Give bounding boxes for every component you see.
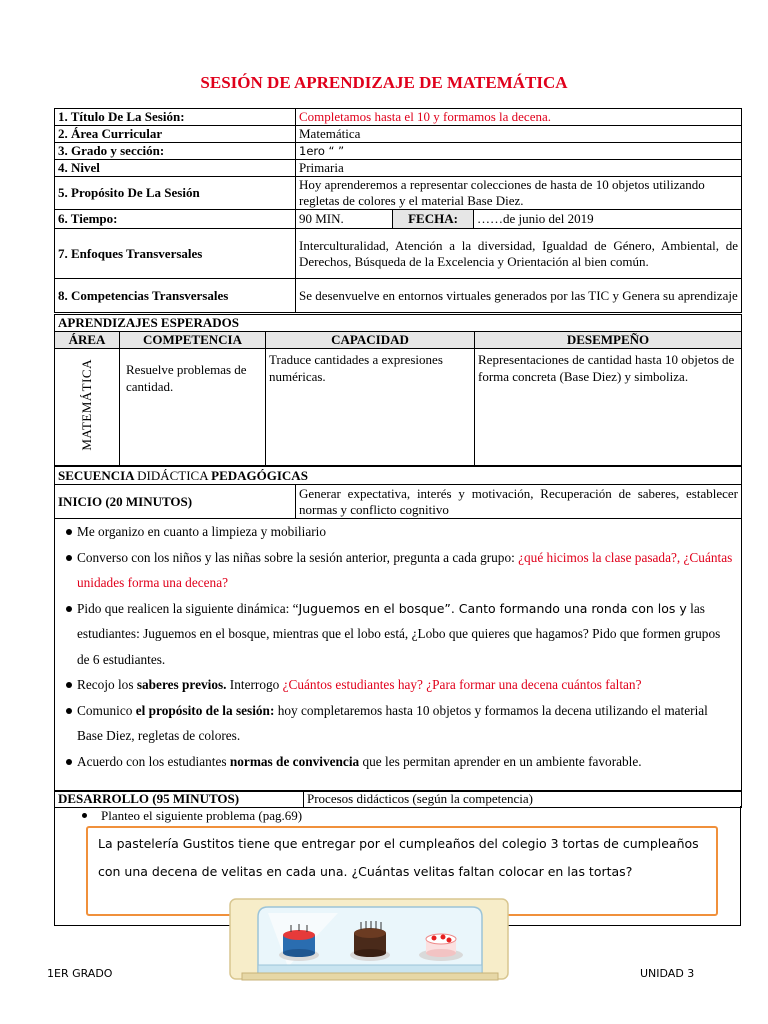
title-value: Completamos hasta el 10 y formamos la decena. [296,109,742,126]
area-label: 2. Área Curricular [55,126,296,143]
time-value: 90 MIN. [296,210,393,229]
col-competencia: COMPETENCIA [120,332,266,349]
list-item: Recojo los saberes previos. Interrogo ¿Cuántos estudiantes hay? ¿Para formar una decena cuántos faltan? [55,672,735,698]
competencies-label: 8. Competencias Transversales [55,279,296,313]
col-capacidad: CAPACIDAD [266,332,475,349]
approaches-label: 7. Enfoques Transversales [55,229,296,279]
desempeno-cell: Representaciones de cantidad hasta 10 objetos de forma concreta (Base Diez) y simboliza. [475,349,742,466]
area-vertical-label: MATEMÁTICA [79,359,94,451]
date-value: ……de junio del 2019 [474,210,742,229]
session-info-table [54,108,742,313]
col-desempeno: DESEMPEÑO [475,332,742,349]
page-title: SESIÓN DE APRENDIZAJE DE MATEMÁTICA [200,73,568,92]
date-label: FECHA: [393,210,474,229]
grade-label: 3. Grado y sección: [55,143,296,160]
area-value: Matemática [296,126,742,143]
purpose-label: 5. Propósito De La Sesión [55,177,296,210]
competencies-value: Se desenvuelve en entornos virtuales generados por las TIC y Genera su aprendizaje [296,279,742,313]
level-label: 4. Nivel [55,160,296,177]
development-description: Procesos didácticos (según la competencia) [304,791,742,808]
title-label: 1. Título De La Sesión: [55,109,296,126]
list-item: Pido que realicen la siguiente dinámica: “Juguemos en el bosque”. Canto formando una ronda con los y las estudiantes: Juguemos en el bosque, mientras que el lobo está, ¿Lobo que quieres que hagamos? Pido que formen grupos de 6 estudiantes. [55,596,735,673]
sequence-table [54,466,742,792]
sequence-heading: SECUENCIA DIDÁCTICA PEDAGÓGICAS [55,467,742,485]
time-label: 6. Tiempo: [55,210,296,229]
grade-value: 1ero “ ” [296,143,742,160]
footer-grade: 1ER GRADO [47,967,113,980]
competencia-cell: Resuelve problemas de cantidad. [120,349,266,466]
inicio-description: Generar expectativa, interés y motivación, Recuperación de saberes, establecer normas y conflicto cognitivo [296,485,742,519]
list-item: Acuerdo con los estudiantes normas de convivencia que les permitan aprender en un ambiente favorable. [55,749,735,775]
list-item: Converso con los niños y las niñas sobre la sesión anterior, pregunta a cada grupo: ¿qué hicimos la clase pasada?, ¿Cuántas unidades forma una decena? [55,545,735,596]
list-item: Me organizo en cuanto a limpieza y mobiliario [55,519,735,545]
capacidad-cell: Traduce cantidades a expresiones numéricas. [266,349,475,466]
footer-unit: UNIDAD 3 [640,967,695,980]
list-item: Comunico el propósito de la sesión: hoy completaremos hasta 10 objetos y formamos la decena utilizando el material Base Diez, regletas de colores. [55,698,735,749]
planteo-item: Planteo el siguiente problema (pag.69) [82,808,302,824]
level-value: Primaria [296,160,742,177]
approaches-value: Interculturalidad, Atención a la diversidad, Igualdad de Género, Ambiental, de Derechos, Búsqueda de la Excelencia y Orientación al bien común. [296,229,742,279]
learning-heading: APRENDIZAJES ESPERADOS [55,315,742,332]
col-area: ÁREA [55,332,120,349]
problem-box: La pastelería Gustitos tiene que entregar por el cumpleaños del colegio 3 tortas de cumpleaños con una decena de velitas en cada una. ¿Cuántas velitas faltan colocar en las tortas? [86,826,718,916]
purpose-value: Hoy aprenderemos a representar colecciones de hasta de 10 objetos utilizando regletas de colores y el material Base Diez. [296,177,742,210]
learning-table [54,314,742,466]
cake-display-illustration [228,897,512,983]
development-label: DESARROLLO (95 MINUTOS) [55,791,304,808]
inicio-activities [55,519,742,792]
inicio-label: INICIO (20 MINUTOS) [55,485,296,519]
